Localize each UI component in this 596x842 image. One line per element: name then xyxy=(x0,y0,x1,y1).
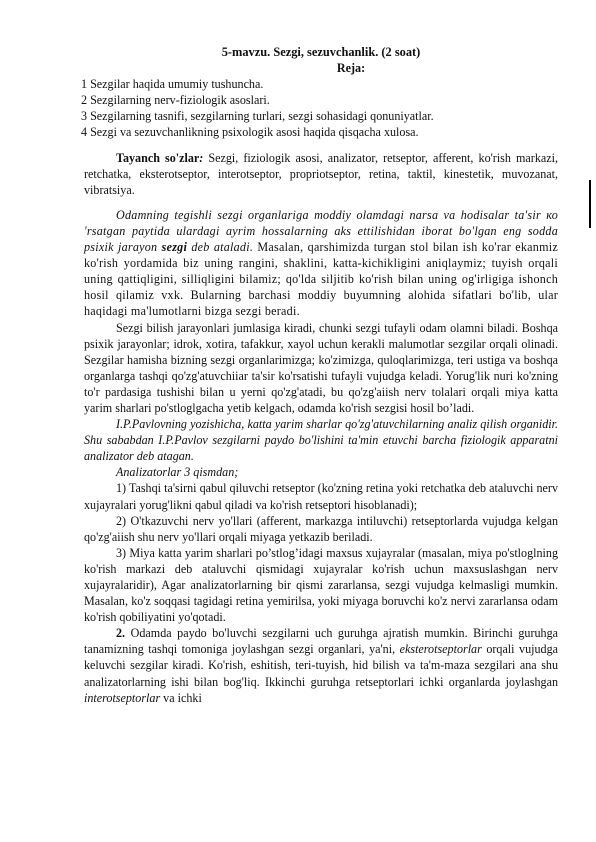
term-sezgi: sezgi xyxy=(161,240,188,255)
keywords-paragraph: Tayanch so'zlar: Sezgi, fiziologik asosi, analizator, retseptor, afferent, ko'rish markazi, retchatka, eksterotseptor, interotseptor, propriotseptor, retina, taktil, kinestetik, muvozanat, vibratsiya. xyxy=(84,150,558,197)
keywords-label: Tayanch so'zlar xyxy=(116,150,200,165)
document-page xyxy=(81,44,558,706)
analyzer-part-2: 2) O'tkazuvchi nerv yo'llari (afferent, markazga intiluvchi) retseptorlarda vujudga kelgan qo'zg'aiish shu nerv yo'llari orqali miyaga yetkazib beriladi. xyxy=(84,513,558,544)
keywords-text: Sezgi, fiziologik asosi, analizator, retseptor, afferent, ko'rish markazi, retchatka, eksterotseptor, interotseptor, propriotseptor, retina, taktil, kinestetik, muvozanat, vibratsiya. xyxy=(84,150,558,197)
body-paragraph: Sezgi bilish jarayonlari jumlasiga kiradi, chunki sezgi tufayli odam olamni biladi. Boshqa psixik jarayonlar; idrok, xotira, tafakkur, xayol uchun kerakli malumotlar sezgilar orqali olinadi. Sezgilar hamisha bizning sezgi organlarimizga; ko'zimizga, quloqlarimizga, teri ustiga va boshqa organlarga tashqi qo'zg'atuvchiiar ta'sir ko'rsatishi tufayli vujudga keladi. Yorug'lik nuri ko'zning to'r pardasiga tushishi bilan u yerni qo'zg'atadi, bu qo'zg'aiish nerv tolalari orqali miya katta yarim sharlari po'stloglgacha yetib kelgach, odamda ko'rish sezgisi hosil bo’ladi. xyxy=(84,320,558,415)
page-edge-mark xyxy=(589,180,591,228)
plan-item: 3 Sezgilarning tasnifi, sezgilarning turlari, sezgi sohasidagi qonuniyatlar. xyxy=(81,109,434,124)
plan-item: 2 Sezgilarning nerv-fiziologik asoslari. xyxy=(81,93,270,108)
plan-item: 4 Sezgi va sezuvchanlikning psixologik asosi haqida qisqacha xulosa. xyxy=(81,125,419,140)
analyzer-parts-heading: Analizatorlar 3 qismdan; xyxy=(116,465,239,480)
analyzer-part-3: 3) Miya katta yarim sharlari po’stlog’idagi maxsus xujayralar (masalan, miya po'stloglning ko'rish markazi deb ataluvchi qismidagi xujayralar ko'rish uchun maxsuslashgan nerv xujayralaridir), Agar analizatorlarning bir qismi zararlansa, sezgi vujudga kelmasligi mumkin. Masalan, ko'z soqqasi tagidagi retina yemirilsa, yoki miyaga boruvchi ko'z nervi zararlansa odam ko'rish qobiliyatini yo'qotadi. xyxy=(84,545,558,625)
plan-list xyxy=(81,76,558,140)
analyzer-part-1: 1) Tashqi ta'sirni qabul qiluvchi retseptor (ko'zning retina yoki retchatka deb ataluvchi nerv xujayralari yorug'likni qabul qiladi va ko'rish retseptori hisoblanadi); xyxy=(84,481,558,512)
definition-paragraph: Odamning tegishli sezgi organlariga moddiy olamdagi narsa va hodisalar ta'sir ко 'rsatgan paytida ulardagi ayrim hossalarning aks ettilishidan iborat bo'lgan eng sodda psixik jarayon sezgi deb ataladi. Masalan, qarshimizda turgan stol bilan ish ko'rar ekanmiz ko'rish yordamida biz uning rangini, shaklini, katta-kichikligini aniqlaymiz; tuyish orqali uning qattiqligini, silliqligini bilamiz; qo'lda siljitib ko'rish bilan uning og'irligiga ishonch hosil qilamiz vxk. Bularning barchasi moddiy buyumning alohida sifatlari bo'lib, ular haqidagi ma'lumotlarni bizga sezgi beradi. xyxy=(84,207,558,319)
plan-heading: Reja: xyxy=(336,61,366,76)
groups-paragraph: 2. Odamda paydo bo'luvchi sezgilarni uch guruhga ajratish mumkin. Birinchi guruhga tanamizning tashqi tomoniga joylashgan sezgi organlari, ya'ni, eksterotseptorlar orqali vujudga keluvchi sezgilar kiradi. Ko'rish, eshitish, teri-tuyish, hid bilish va ta'm-maza sezgilari ana shu analizatorlarning ishi bilan bog'liq. Ikkinchi guruhga retseptorlari ichki organlarda joylashgan interotseptorlar va ichki xyxy=(84,626,558,705)
pavlov-paragraph: I.P.Pavlovning yozishicha, katta yarim sharlar qo'zg'atuvchilarning analiz qilish organidir. Shu sababdan I.P.Pavlov sezgilarni paydo bo'lishini ta'min etuvchi barcha fiziologik apparatni analizator deb atagan. xyxy=(84,417,558,464)
plan-item: 1 Sezgilar haqida umumiy tushuncha. xyxy=(81,77,264,92)
topic-title: 5-mavzu. Sezgi, sezuvchanlik. (2 soat) xyxy=(221,45,421,59)
